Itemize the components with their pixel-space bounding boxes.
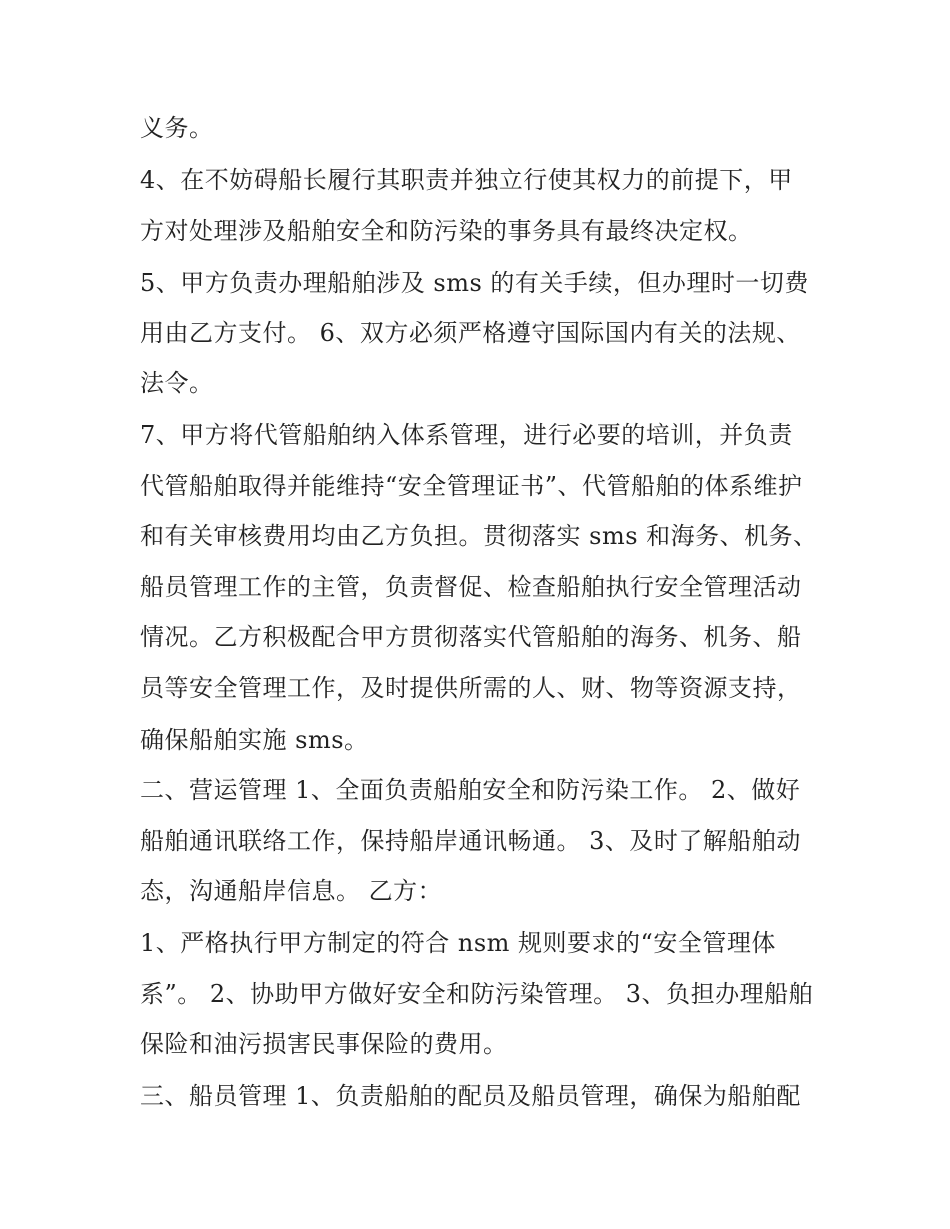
text-line: 态，沟通船岸信息。 乙方： <box>140 877 443 905</box>
text-line: 1、严格执行甲方制定的符合 nsm 规则要求的“安全管理体 <box>140 929 776 957</box>
text-line: 法令。 <box>140 369 214 397</box>
text-line: 二、营运管理 1、全面负责船舶安全和防污染工作。 2、做好 <box>140 776 801 804</box>
text-line: 确保船舶实施 sms。 <box>140 726 369 754</box>
text-line: 用由乙方支付。 6、双方必须严格遵守国际国内有关的法规、 <box>140 319 801 347</box>
text-line: 5、甲方负责办理船舶涉及 sms 的有关手续，但办理时一切费 <box>140 269 809 297</box>
text-line: 系”。 2、协助甲方做好安全和防污染管理。 3、负担办理船舶 <box>140 980 814 1008</box>
text-line: 三、船员管理 1、负责船舶的配员及船员管理，确保为船舶配 <box>140 1082 801 1110</box>
text-line: 义务。 <box>140 114 214 142</box>
text-line: 保险和油污损害民事保险的费用。 <box>140 1030 508 1058</box>
text-line: 船舶通讯联络工作，保持船岸通讯畅通。 3、及时了解船舶动 <box>140 827 801 855</box>
text-line: 船员管理工作的主管，负责督促、检查船舶执行安全管理活动 <box>140 573 802 601</box>
text-line: 和有关审核费用均由乙方负担。贯彻落实 sms 和海务、机务、 <box>140 522 818 550</box>
text-line: 员等安全管理工作，及时提供所需的人、财、物等资源支持， <box>140 674 802 702</box>
text-line: 代管船舶取得并能维持“安全管理证书”、代管船舶的体系维护 <box>140 472 803 500</box>
text-line: 情况。乙方积极配合甲方贯彻落实代管船舶的海务、机务、船 <box>140 623 802 651</box>
text-line: 4、在不妨碍船长履行其职责并独立行使其权力的前提下，甲 <box>140 166 793 194</box>
text-line: 7、甲方将代管船舶纳入体系管理，进行必要的培训，并负责 <box>140 421 793 449</box>
text-line: 方对处理涉及船舶安全和防污染的事务具有最终决定权。 <box>140 217 753 245</box>
